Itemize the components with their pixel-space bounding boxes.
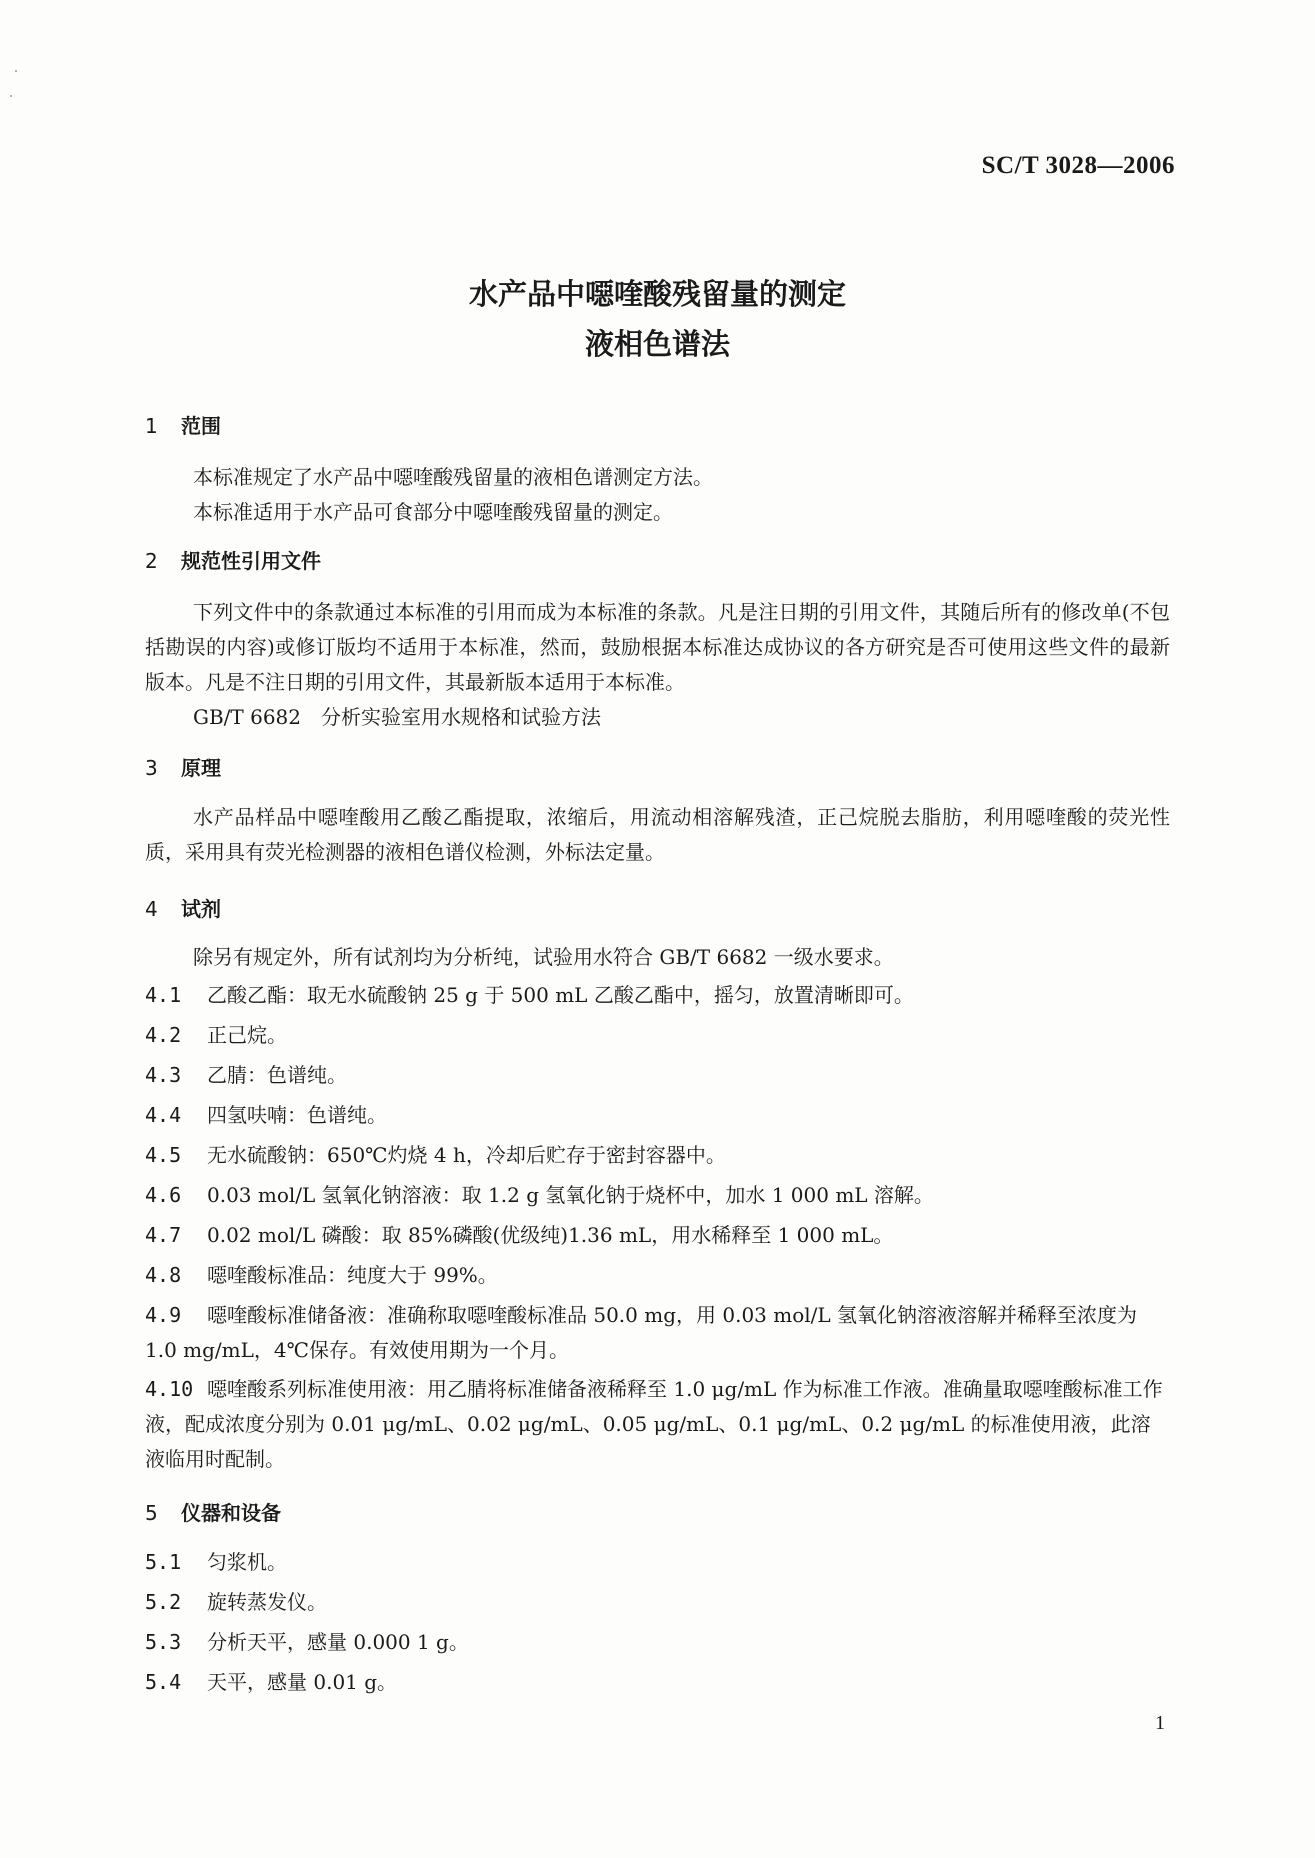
list-item <box>145 1625 1170 1660</box>
standard-code: SC/T 3028—2006 <box>981 152 1175 179</box>
section-heading-apparatus <box>145 1497 281 1526</box>
item-text: 天平，感量 0.01 g。 <box>207 1670 398 1694</box>
item-number: 5.3 <box>145 1630 182 1654</box>
section-title: 范围 <box>181 414 221 438</box>
item-text: 噁喹酸标准品：纯度大于 99%。 <box>207 1263 498 1287</box>
item-text: 0.02 mol/L 磷酸：取 85%磷酸(优级纯)1.36 mL，用水稀释至 1 000 mL。 <box>207 1223 894 1247</box>
document-title: 水产品中噁喹酸残留量的测定 <box>468 277 846 311</box>
paragraph: 下列文件中的条款通过本标准的引用而成为本标准的条款。凡是注日期的引用文件，其随后所有的修改单(不包括勘误的内容)或修订版均不适用于本标准，然而，鼓励根据本标准达成协议的各方研究是否可使用这些文件的最新版本。凡是不注日期的引用文件，其最新版本适用于本标准。 <box>145 600 1170 694</box>
scan-speck <box>10 95 12 97</box>
item-text: 乙酸乙酯：取无水硫酸钠 25 g 于 500 mL 乙酸乙酯中，摇匀，放置清晰即可。 <box>207 983 914 1007</box>
item-number: 4.4 <box>145 1103 182 1127</box>
item-number: 4.8 <box>145 1263 182 1287</box>
list-item <box>145 1018 1170 1053</box>
item-number: 4.5 <box>145 1143 182 1167</box>
list-item <box>145 1372 1170 1477</box>
item-number: 4.7 <box>145 1223 182 1247</box>
list-item <box>145 1258 1170 1293</box>
item-number: 4.3 <box>145 1063 182 1087</box>
section-number: 3 <box>145 756 158 780</box>
paragraph: 本标准适用于水产品可食部分中噁喹酸残留量的测定。 <box>193 500 673 524</box>
list-item <box>145 1665 1170 1700</box>
section-title: 仪器和设备 <box>181 1501 281 1525</box>
list-item <box>145 1298 1170 1368</box>
list-item <box>145 978 1170 1013</box>
section-number: 1 <box>145 414 158 438</box>
item-number: 4.9 <box>145 1303 182 1327</box>
item-number: 4.1 <box>145 983 182 1007</box>
item-text: 噁喹酸系列标准使用液：用乙腈将标准储备液稀释至 1.0 μg/mL 作为标准工作液。准确量取噁喹酸标准工作液，配成浓度分别为 0.01 μg/mL、0.02 μg/mL、0.05 μg/mL、0.1 μg/mL、0.2 μg/mL 的标准使用液，此溶液临用时配制。 <box>145 1377 1163 1471</box>
section-title: 原理 <box>181 756 221 780</box>
section-title: 规范性引用文件 <box>181 549 321 573</box>
list-item <box>145 1218 1170 1253</box>
item-text: 噁喹酸标准储备液：准确称取噁喹酸标准品 50.0 mg，用 0.03 mol/L 氢氧化钠溶液溶解并稀释至浓度为 1.0 mg/mL，4℃保存。有效使用期为一个月。 <box>145 1303 1138 1362</box>
item-number: 5.4 <box>145 1670 182 1694</box>
section-number: 5 <box>145 1501 158 1525</box>
section-heading-normative-references <box>145 545 321 574</box>
paragraph: 水产品样品中噁喹酸用乙酸乙酯提取，浓缩后，用流动相溶解残渣，正己烷脱去脂肪，利用噁喹酸的荧光性质，采用具有荧光检测器的液相色谱仪检测，外标法定量。 <box>145 805 1170 864</box>
item-text: 分析天平，感量 0.000 1 g。 <box>207 1630 469 1654</box>
paragraph: 本标准规定了水产品中噁喹酸残留量的液相色谱测定方法。 <box>193 465 713 489</box>
scan-speck <box>15 70 17 72</box>
list-item <box>145 1098 1170 1133</box>
item-number: 5.2 <box>145 1590 182 1614</box>
section-number: 2 <box>145 549 158 573</box>
list-item <box>145 1058 1170 1093</box>
item-text: 匀浆机。 <box>207 1550 287 1574</box>
list-item <box>145 1585 1170 1620</box>
section-number: 4 <box>145 897 158 921</box>
list-item <box>145 1138 1170 1173</box>
item-text: 四氢呋喃：色谱纯。 <box>207 1103 387 1127</box>
item-number: 4.6 <box>145 1183 182 1207</box>
page-number: 1 <box>1155 1712 1165 1734</box>
item-text: 无水硫酸钠：650℃灼烧 4 h，冷却后贮存于密封容器中。 <box>207 1143 726 1167</box>
reference-entry: GB/T 6682 分析实验室用水规格和试验方法 <box>193 705 602 729</box>
paragraph: 除另有规定外，所有试剂均为分析纯，试验用水符合 GB/T 6682 一级水要求。 <box>193 945 894 969</box>
section-heading-reagents <box>145 893 221 922</box>
item-text: 0.03 mol/L 氢氧化钠溶液：取 1.2 g 氢氧化钠于烧杯中，加水 1 000 mL 溶解。 <box>207 1183 934 1207</box>
section-heading-principle <box>145 752 221 781</box>
item-text: 正己烷。 <box>207 1023 287 1047</box>
item-text: 旋转蒸发仪。 <box>207 1590 327 1614</box>
item-number: 4.10 <box>145 1377 194 1401</box>
section-title: 试剂 <box>181 897 221 921</box>
item-text: 乙腈：色谱纯。 <box>207 1063 347 1087</box>
item-number: 4.2 <box>145 1023 182 1047</box>
list-item <box>145 1178 1170 1213</box>
item-number: 5.1 <box>145 1550 182 1574</box>
section-heading-scope <box>145 410 221 439</box>
document-subtitle: 液相色谱法 <box>584 327 730 361</box>
list-item <box>145 1545 1170 1580</box>
